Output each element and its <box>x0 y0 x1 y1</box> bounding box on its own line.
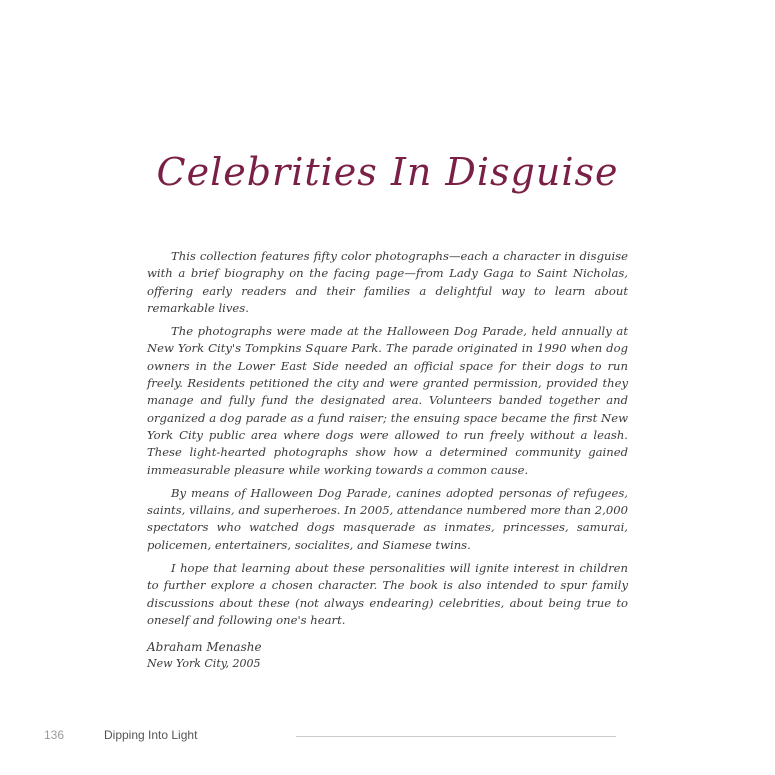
page-footer <box>0 728 775 744</box>
page-number: 136 <box>44 728 65 742</box>
paragraph: This collection features fifty color photographs—each a character in disguise with a brief biography on the facing page—from Lady Gaga to Saint Nicholas, offering early readers and their families a delightful way to learn about remarkable lives. <box>147 249 628 315</box>
place-date: New York City, 2005 <box>147 657 261 670</box>
signature-block <box>147 639 262 672</box>
paragraph: By means of Halloween Dog Parade, canines adopted personas of refugees, saints, villains, and superheroes. In 2005, attendance numbered more than 2,000 spectators who watched dogs masquerade as inmates, princesses, samurai, policemen, entertainers, socialites, and Siamese twins. <box>147 485 628 552</box>
paragraph: The photographs were made at the Halloween Dog Parade, held annually at New York City's Tompkins Square Park. The parade originated in 1990 when dog owners in the Lower East Side needed an official space for their dogs to run freely. Residents petitioned the city and were granted permission, provided they manage and fully fund the designated area. Volunteers banded together and organized a dog parade as a fund raiser; the ensuing space became the first New York City public area where dogs were allowed to run freely without a leash. These light-hearted photographs show how a determined community gained immeasurable pleasure while working towards a common cause. <box>147 324 628 477</box>
footer-rule <box>296 736 616 737</box>
author-name: Abraham Menashe <box>147 640 262 654</box>
body-text <box>147 248 628 635</box>
page-title: Celebrities In Disguise <box>156 150 619 194</box>
paragraph: I hope that learning about these personalities will ignite interest in children to further explore a chosen character. The book is also intended to spur family discussions about these (not always endearing) celebrities, about being true to oneself and following one's heart. <box>147 561 628 627</box>
running-title: Dipping Into Light <box>104 728 198 742</box>
